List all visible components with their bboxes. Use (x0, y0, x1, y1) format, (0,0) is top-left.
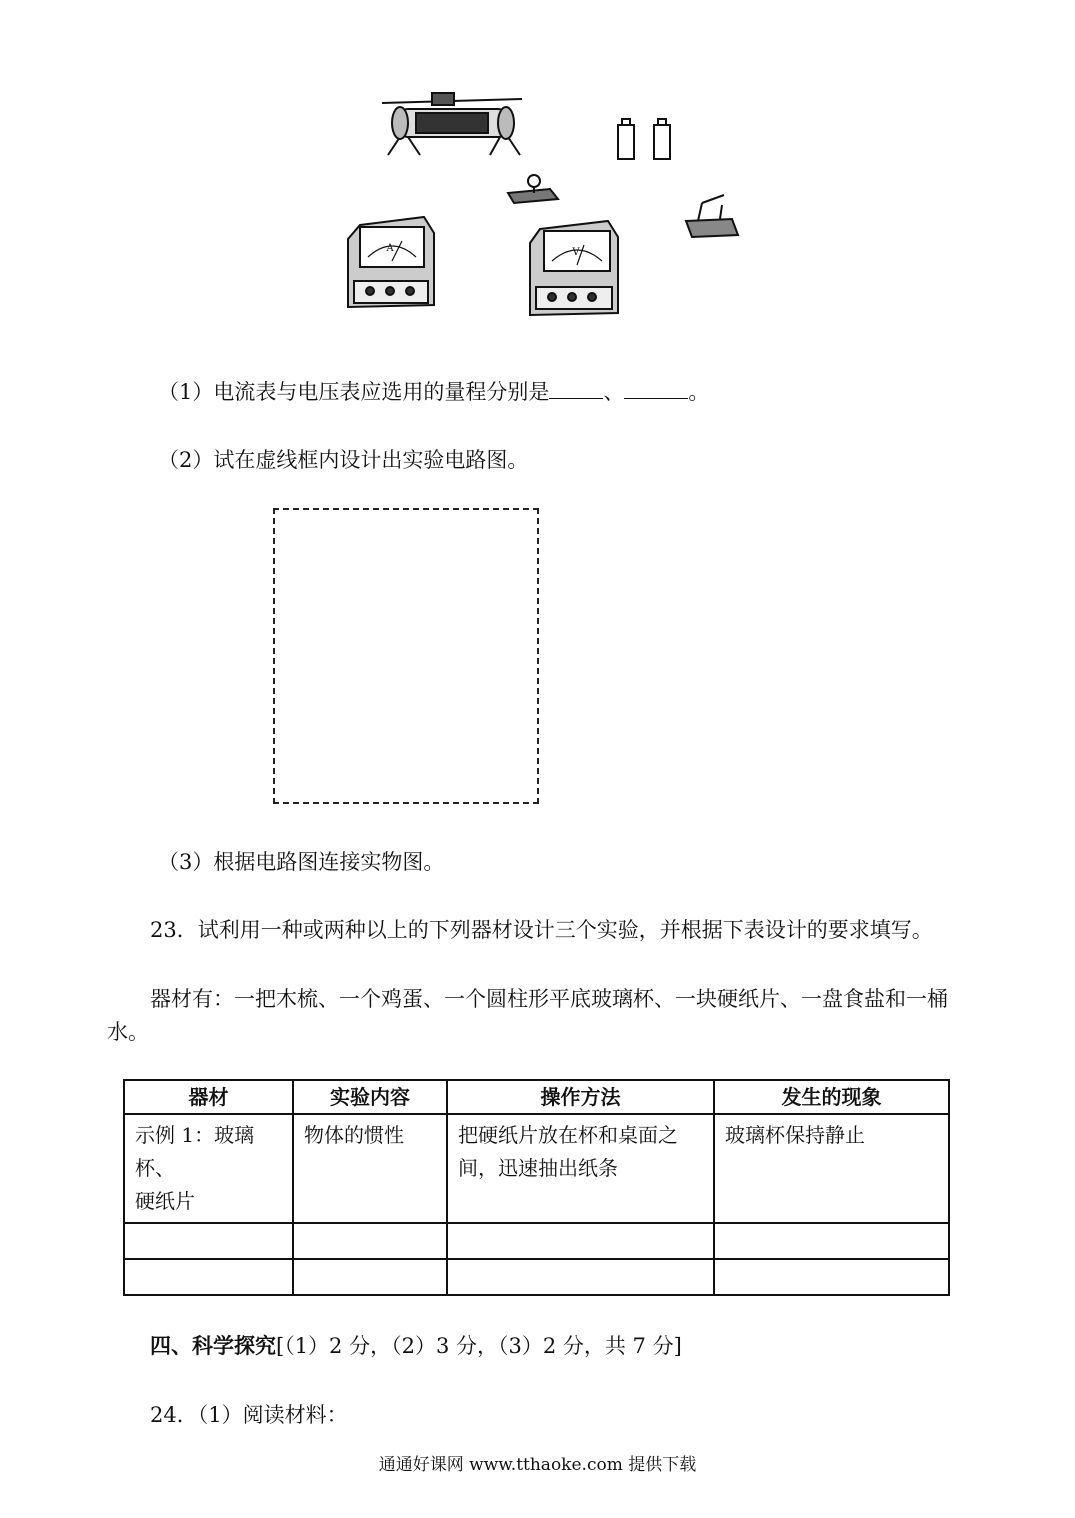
battery-icon (654, 119, 670, 159)
q22-part1-end: 。 (688, 380, 710, 404)
empty-cell[interactable] (293, 1259, 447, 1295)
page-footer: 通通好课网 www.tthaoke.com 提供下载 (378, 1455, 697, 1475)
battery-icon (618, 119, 634, 159)
ammeter-symbol: A (386, 243, 394, 254)
q22-part1-text: （1）电流表与电压表应选用的量程分别是 (158, 380, 550, 404)
rheostat-icon (382, 93, 522, 155)
switch-icon (686, 195, 738, 237)
empty-cell[interactable] (124, 1259, 293, 1295)
section4-title: 四、科学探究 (150, 1333, 276, 1358)
empty-cell[interactable] (124, 1223, 293, 1259)
section4-heading (150, 1330, 682, 1360)
cell-method (447, 1114, 714, 1223)
table-header-row (124, 1080, 949, 1114)
experiment-table (123, 1079, 950, 1296)
header-content: 实验内容 (293, 1080, 447, 1114)
empty-cell[interactable] (447, 1223, 714, 1259)
cell-equipment (124, 1114, 293, 1223)
header-equipment: 器材 (124, 1080, 293, 1114)
cell-text: 间，迅速抽出纸条 (458, 1156, 618, 1180)
ammeter-icon (348, 217, 434, 307)
table-row (124, 1259, 949, 1295)
voltmeter-icon (530, 221, 618, 315)
equipment-figure (340, 85, 760, 325)
cell-phenomenon: 玻璃杯保持静止 (714, 1114, 949, 1223)
q22-part3: （3）根据电路图连接实物图。 (158, 850, 445, 874)
table-row (124, 1114, 949, 1223)
voltmeter-symbol: V (572, 247, 580, 258)
empty-cell[interactable] (293, 1223, 447, 1259)
answer-blank-1[interactable] (549, 380, 603, 399)
q24-text: 24．（1）阅读材料： (150, 1403, 348, 1427)
header-phenomenon: 发生的现象 (714, 1080, 949, 1114)
bulb-icon (508, 175, 558, 203)
q23-materials-line2: 水。 (107, 1020, 149, 1044)
empty-cell[interactable] (447, 1259, 714, 1295)
header-method: 操作方法 (447, 1080, 714, 1114)
cell-text: 示例 1：玻璃杯、 (135, 1123, 255, 1180)
section4-scoring: [（1）2 分，（2）3 分，（3）2 分，共 7 分] (276, 1334, 682, 1358)
empty-cell[interactable] (714, 1259, 949, 1295)
table-row (124, 1223, 949, 1259)
q22-part1-sep: 、 (603, 380, 625, 404)
answer-blank-2[interactable] (624, 380, 688, 399)
circuit-diagram-box[interactable] (273, 508, 539, 804)
cell-text: 硬纸片 (135, 1189, 195, 1213)
cell-text: 把硬纸片放在杯和桌面之 (458, 1123, 678, 1147)
q22-part2: （2）试在虚线框内设计出实验电路图。 (158, 448, 529, 472)
q23-materials-line1: 器材有：一把木梳、一个鸡蛋、一个圆柱形平底玻璃杯、一块硬纸片、一盘食盐和一桶 (150, 987, 948, 1011)
q22-part1 (158, 376, 709, 406)
cell-content: 物体的惯性 (293, 1114, 447, 1223)
empty-cell[interactable] (714, 1223, 949, 1259)
q23-prompt: 23．试利用一种或两种以上的下列器材设计三个实验，并根据下表设计的要求填写。 (150, 918, 933, 942)
